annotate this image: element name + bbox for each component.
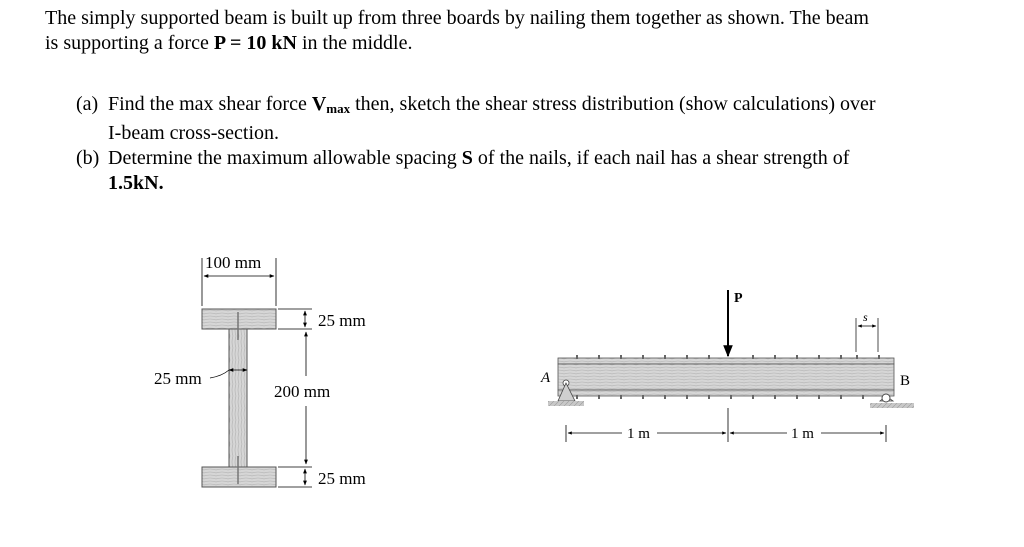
support-b-label: B xyxy=(900,373,911,389)
part-b-label: (b) xyxy=(76,147,100,169)
i-beam-cross-section xyxy=(154,253,366,488)
beam-top-board xyxy=(558,358,894,364)
bottom-flange xyxy=(202,467,276,487)
shear-subscript: max xyxy=(326,101,351,116)
intro-line-1: The simply supported beam is built up from three boards by nailing them together as shown. The beam xyxy=(45,7,869,29)
top-flange-label: 25 mm xyxy=(318,311,366,330)
bottom-flange-label: 25 mm xyxy=(318,469,366,488)
web xyxy=(229,329,247,467)
intro-text: is supporting a force xyxy=(45,32,214,54)
force-value: = 10 kN xyxy=(224,32,297,54)
part-b-text-end: of the nails, if each nail has a shear strength of xyxy=(472,147,850,169)
beam-bottom-board xyxy=(558,390,894,396)
spacing-symbol: S xyxy=(461,147,473,169)
spacing-label: s xyxy=(863,310,868,324)
nail-strength: 1.5kN. xyxy=(108,172,164,194)
part-b-text: Determine the maximum allowable spacing xyxy=(108,147,462,169)
span-left-label: 1 m xyxy=(627,426,650,442)
width-label: 100 mm xyxy=(205,253,262,272)
top-flange xyxy=(202,309,276,329)
part-a-text-end: then, sketch the shear stress distribution (show calculations) over xyxy=(350,93,876,115)
beam-diagram xyxy=(540,290,914,442)
part-a-text: Find the max shear force xyxy=(108,93,312,115)
web-thickness-label: 25 mm xyxy=(154,369,202,388)
part-a-line-2: I-beam cross-section. xyxy=(108,122,280,144)
span-right-label: 1 m xyxy=(791,426,814,442)
force-symbol: P xyxy=(213,32,225,54)
intro-text-end: in the middle. xyxy=(296,32,413,54)
part-a-label: (a) xyxy=(76,93,99,115)
load-label: P xyxy=(734,291,743,306)
shear-symbol: V xyxy=(311,93,327,115)
support-a-label: A xyxy=(541,370,551,386)
beam-web-board xyxy=(558,364,894,390)
web-height-label: 200 mm xyxy=(274,382,331,401)
